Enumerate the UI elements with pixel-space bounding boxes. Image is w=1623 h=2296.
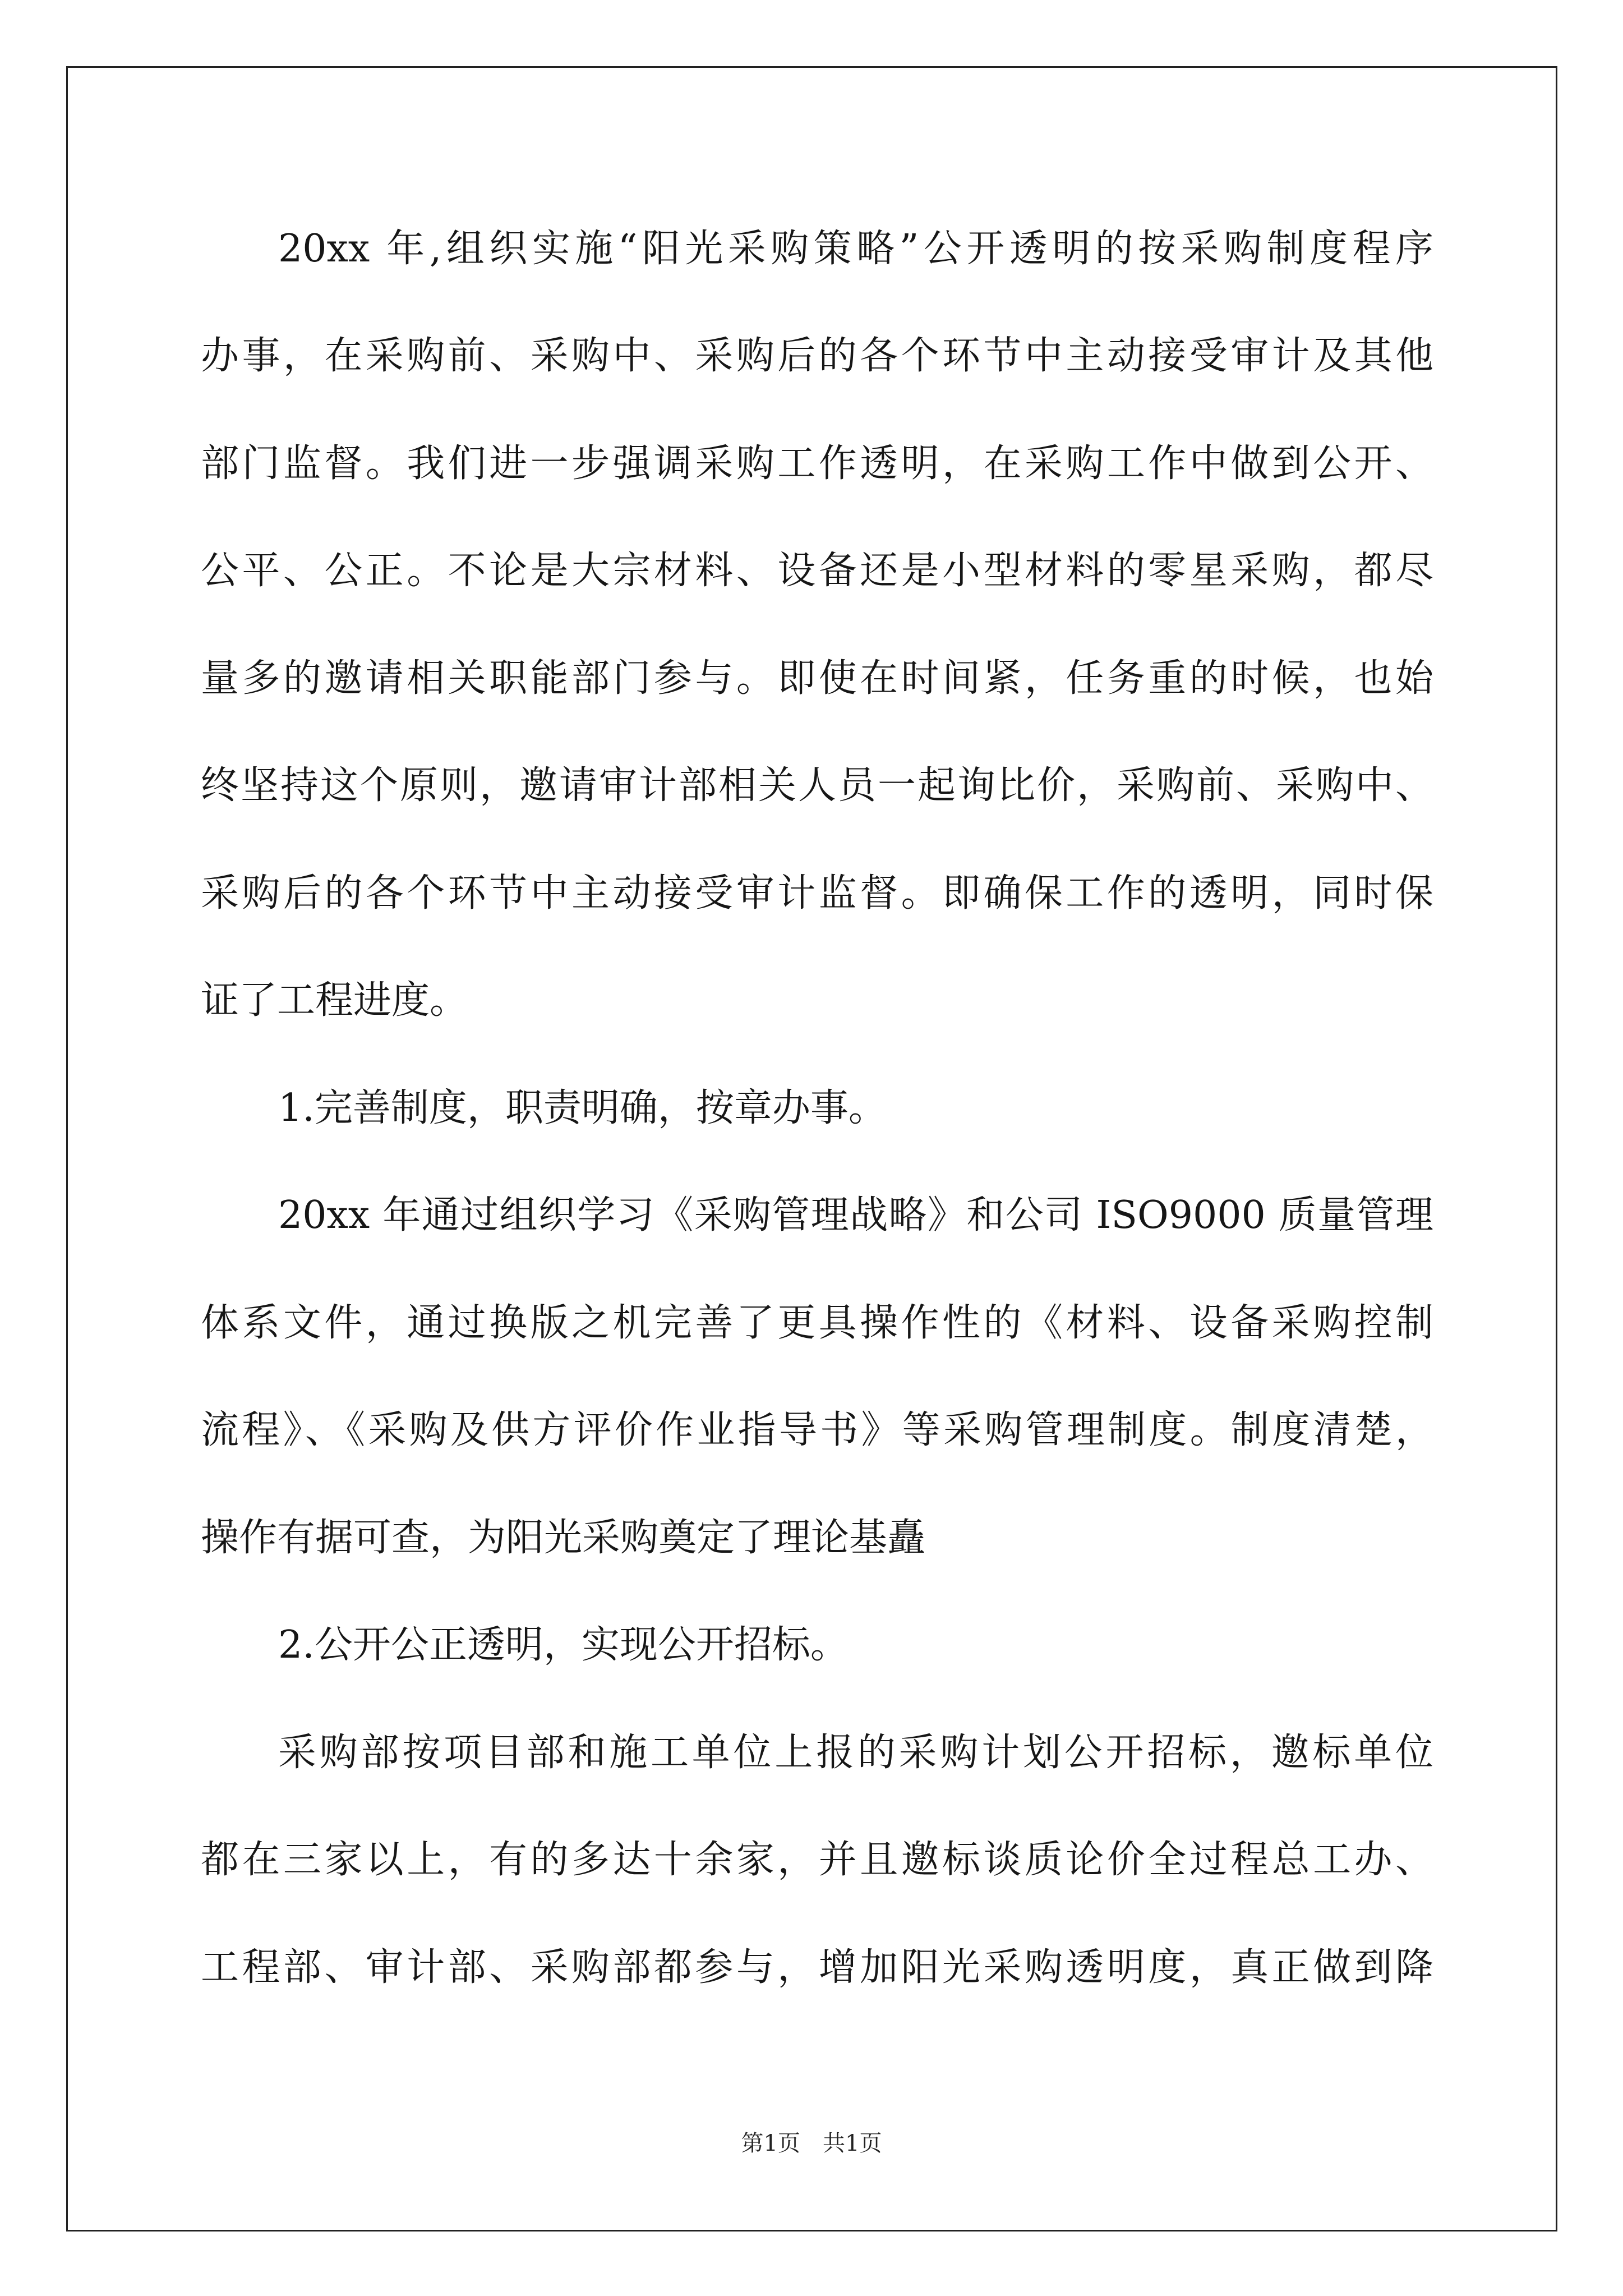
heading-line: 1.完善制度，职责明确，按章办事。 — [278, 1086, 887, 1130]
paragraph-line: 操作有据可查，为阳光采购奠定了理论基矗 — [201, 1516, 926, 1560]
page-footer: 第1页 共1页 — [741, 2131, 882, 2156]
paragraph-line: 体系文件，通过换版之机完善了更具操作性的《材料、设备采购控制 — [201, 1301, 1433, 1345]
paragraph-line: 20xx 年,组织实施“阳光采购策略”公开透明的按采购制度程序 — [278, 227, 1433, 271]
paragraph-line: 工程部、审计部、采购部都参与，增加阳光采购透明度，真正做到降 — [201, 1945, 1433, 1990]
paragraph-line: 都在三家以上，有的多达十余家，并且邀标谈质论价全过程总工办、 — [201, 1838, 1433, 1882]
paragraph-line: 采购后的各个环节中主动接受审计监督。即确保工作的透明，同时保 — [201, 871, 1433, 915]
paragraph-line: 采购部按项目部和施工单位上报的采购计划公开招标，邀标单位 — [278, 1731, 1433, 1775]
paragraph-line: 流程》、《采购及供方评价作业指导书》等采购管理制度。制度清楚， — [201, 1408, 1433, 1452]
paragraph-line: 20xx 年通过组织学习《采购管理战略》和公司 ISO9000 质量管理 — [278, 1193, 1433, 1237]
paragraph-line: 量多的邀请相关职能部门参与。即使在时间紧，任务重的时候，也始 — [201, 656, 1433, 701]
heading-line: 2.公开公正透明，实现公开招标。 — [278, 1623, 849, 1667]
paragraph-line: 终坚持这个原则，邀请审计部相关人员一起询比价，采购前、采购中、 — [201, 763, 1433, 808]
paragraph-line: 办事，在采购前、采购中、采购后的各个环节中主动接受审计及其他 — [201, 334, 1433, 378]
page-border — [66, 66, 1557, 2231]
paragraph-line: 证了工程进度。 — [201, 978, 468, 1023]
paragraph-line: 部门监督。我们进一步强调采购工作透明，在采购工作中做到公开、 — [201, 441, 1433, 486]
paragraph-line: 公平、公正。不论是大宗材料、设备还是小型材料的零星采购，都尽 — [201, 549, 1433, 593]
